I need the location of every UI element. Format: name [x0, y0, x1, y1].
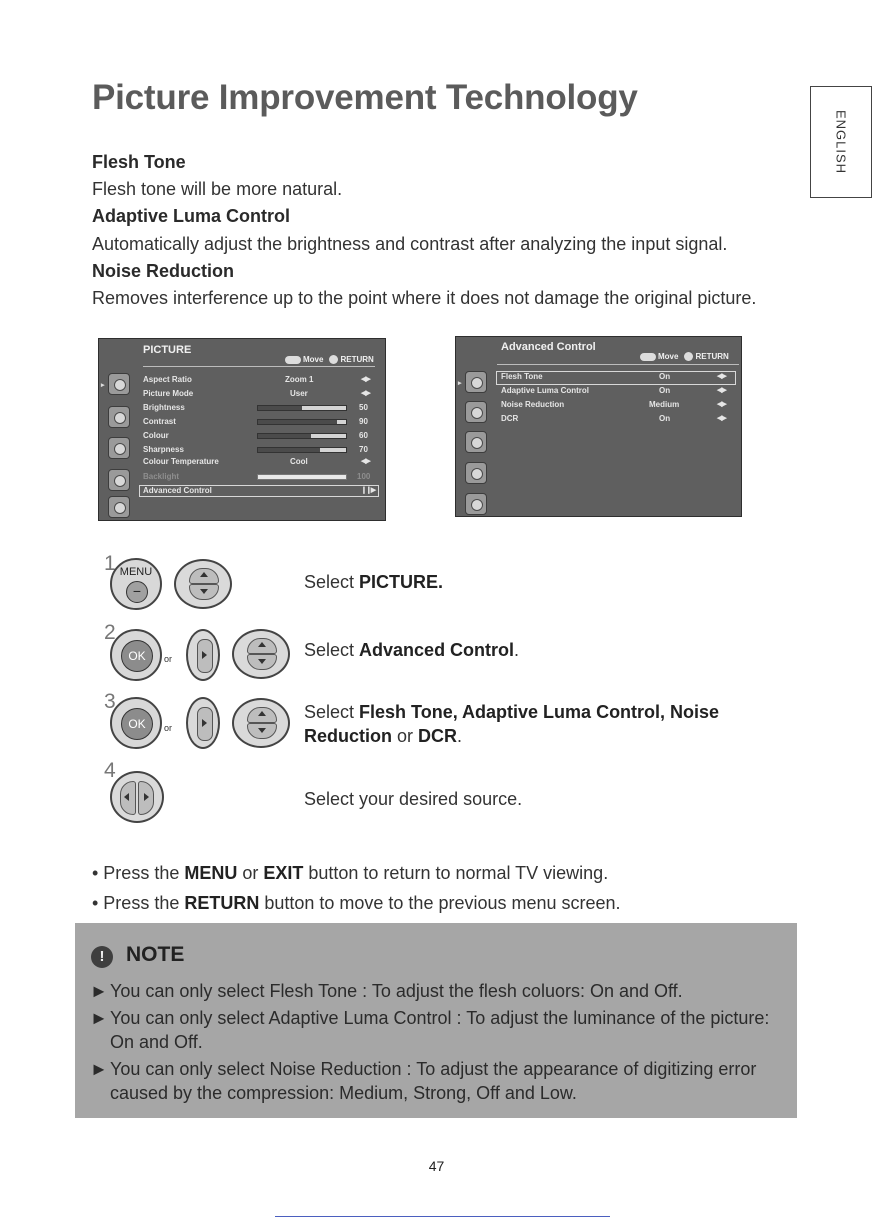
adaptive-luma-text: Automatically adjust the brightness and contrast after analyzing the input signal.: [92, 234, 728, 254]
up-down-remote-button: [232, 698, 290, 748]
bar-fill: [258, 420, 337, 424]
ok-remote-button: [110, 697, 162, 749]
step-3-text: Select Flesh Tone, Adaptive Luma Control, Noise Reduction or DCR.: [304, 702, 720, 746]
bar-fill: [258, 434, 311, 438]
colour-bar: [257, 433, 347, 439]
move-icon: [640, 353, 656, 361]
menu-row-sharpness: Sharpness 70: [143, 445, 368, 454]
menu-button-label: MENU: [119, 566, 153, 578]
language-tab-label: ENGLISH: [833, 109, 849, 175]
menu-row-backlight: Backlight 100: [143, 472, 371, 481]
pointer-icon: ▸: [101, 382, 105, 389]
up-arrow-icon: [247, 707, 277, 723]
right-remote-button: [186, 629, 220, 681]
sound-icon: [465, 401, 487, 423]
backlight-bar: [257, 474, 347, 480]
left-arrow-icon: [120, 781, 136, 815]
down-arrow-icon: [247, 723, 277, 739]
picture-icon: [465, 371, 487, 393]
pointer-icon: ▸: [458, 380, 462, 387]
bar-fill: [258, 406, 302, 410]
minus-icon: −: [126, 581, 148, 603]
sound-icon: [108, 406, 130, 428]
menu-row-picture-mode: Picture Mode User ◀▶: [143, 389, 370, 398]
bar-fill: [258, 448, 320, 452]
channel-icon: [108, 437, 130, 459]
ok-remote-button: [110, 629, 162, 681]
language-tab: [810, 86, 872, 198]
divider: [497, 364, 739, 365]
step-4-number: 4: [104, 759, 116, 782]
menu-row-flesh-tone: Flesh Tone On ◀▶: [501, 372, 726, 381]
advanced-control-menu-screenshot: [455, 336, 742, 517]
left-right-arrows-icon: ◀▶: [717, 415, 726, 422]
advanced-menu-title: Advanced Control: [501, 341, 596, 353]
note-item: ► You can only select Noise Reduction : To adjust the appearance of digitizing error caused by the compression: Medium, Strong, Off and Low.: [90, 1059, 757, 1103]
or-label: or: [164, 654, 173, 664]
note-title: NOTE: [126, 943, 185, 966]
hint-move: Move: [658, 352, 679, 361]
step-1-number: 1: [104, 552, 116, 575]
picture-icon: [108, 373, 130, 395]
menu-row-aspect-ratio: Aspect Ratio Zoom 1 ◀▶: [143, 375, 370, 384]
menu-row-contrast: Contrast 90: [143, 417, 368, 426]
hint-return: RETURN: [695, 352, 729, 361]
up-down-remote-button: [174, 559, 232, 609]
page-number: 47: [428, 1158, 445, 1174]
left-right-arrows-icon: ◀▶: [361, 390, 370, 397]
return-icon: [329, 355, 338, 364]
note-item: ► You can only select Flesh Tone : To adjust the flesh coluors: On and Off.: [90, 981, 683, 1001]
menu-row-advanced-control: Advanced Control ❙❙▶: [143, 486, 376, 495]
advanced-menu-hints: [640, 352, 729, 361]
left-right-arrows-icon: ◀▶: [717, 387, 726, 394]
right-arrow-icon: [138, 781, 154, 815]
note-item: ► You can only select Adaptive Luma Control : To adjust the luminance of the picture: On and Off.: [90, 1008, 770, 1052]
step-3-number: 3: [104, 690, 116, 713]
contrast-bar: [257, 419, 347, 425]
return-icon: [684, 352, 693, 361]
menu-row-brightness: Brightness 50: [143, 403, 368, 412]
left-right-remote-button: [110, 771, 164, 823]
ok-label: OK: [121, 640, 153, 672]
picture-menu-title: PICTURE: [143, 344, 192, 356]
adaptive-luma-heading: Adaptive Luma Control: [92, 206, 291, 226]
menu-row-noise-reduction: Noise Reduction Medium ◀▶: [501, 400, 726, 409]
up-arrow-icon: [247, 638, 277, 654]
brightness-bar: [257, 405, 347, 411]
move-icon: [285, 356, 301, 364]
down-arrow-icon: [247, 654, 277, 670]
noise-reduction-text: Removes interference up to the point where it does not damage the original picture.: [92, 288, 757, 308]
hint-move: Move: [303, 355, 324, 364]
down-arrow-icon: [189, 584, 219, 600]
hint-return: RETURN: [340, 355, 374, 364]
picture-menu-hints: [285, 355, 374, 364]
sharpness-bar: [257, 447, 347, 453]
enter-arrow-icon: ❙❙▶: [361, 487, 376, 494]
options-icon: [465, 493, 487, 515]
divider: [143, 366, 375, 367]
step-2-text: Select Advanced Control.: [304, 640, 520, 660]
flesh-tone-heading: Flesh Tone: [92, 152, 186, 172]
channel-icon: [465, 431, 487, 453]
menu-icon-column: [99, 339, 137, 520]
or-label: or: [164, 723, 173, 733]
footer-line: [275, 1216, 610, 1217]
menu-row-dcr: DCR On ◀▶: [501, 414, 726, 423]
left-right-arrows-icon: ◀▶: [361, 458, 370, 465]
note-box: [75, 923, 797, 1118]
triangle-bullet-icon: ►: [90, 981, 108, 1001]
bullet-return: • Press the RETURN button to move to the previous menu screen.: [92, 893, 621, 913]
left-right-arrows-icon: ◀▶: [361, 376, 370, 383]
exclamation-icon: !: [91, 946, 113, 968]
left-right-arrows-icon: ◀▶: [717, 373, 726, 380]
setup-icon: [108, 469, 130, 491]
menu-icon-column: [456, 337, 494, 516]
step-2-number: 2: [104, 621, 116, 644]
triangle-bullet-icon: ►: [90, 1059, 108, 1079]
step-4-text: Select your desired source.: [304, 789, 523, 809]
up-down-remote-button: [232, 629, 290, 679]
right-arrow-icon: [197, 639, 213, 673]
up-arrow-icon: [189, 568, 219, 584]
menu-remote-button: [110, 558, 162, 610]
menu-row-colour-temperature: Colour Temperature Cool ◀▶: [143, 457, 370, 466]
setup-icon: [465, 462, 487, 484]
options-icon: [108, 496, 130, 518]
page-title: Picture Improvement Technology: [92, 78, 638, 117]
picture-menu-screenshot: [98, 338, 386, 521]
right-arrow-icon: [197, 707, 213, 741]
right-remote-button: [186, 697, 220, 749]
left-right-arrows-icon: ◀▶: [717, 401, 726, 408]
menu-row-colour: Colour 60: [143, 431, 368, 440]
triangle-bullet-icon: ►: [90, 1008, 108, 1028]
noise-reduction-heading: Noise Reduction: [92, 261, 235, 281]
menu-row-adaptive-luma: Adaptive Luma Control On ◀▶: [501, 386, 726, 395]
bullet-menu-exit: • Press the MENU or EXIT button to return to normal TV viewing.: [92, 863, 609, 883]
ok-label: OK: [121, 708, 153, 740]
bar-fill: [258, 475, 346, 479]
flesh-tone-text: Flesh tone will be more natural.: [92, 179, 343, 199]
step-1-text: Select PICTURE.: [304, 572, 444, 592]
